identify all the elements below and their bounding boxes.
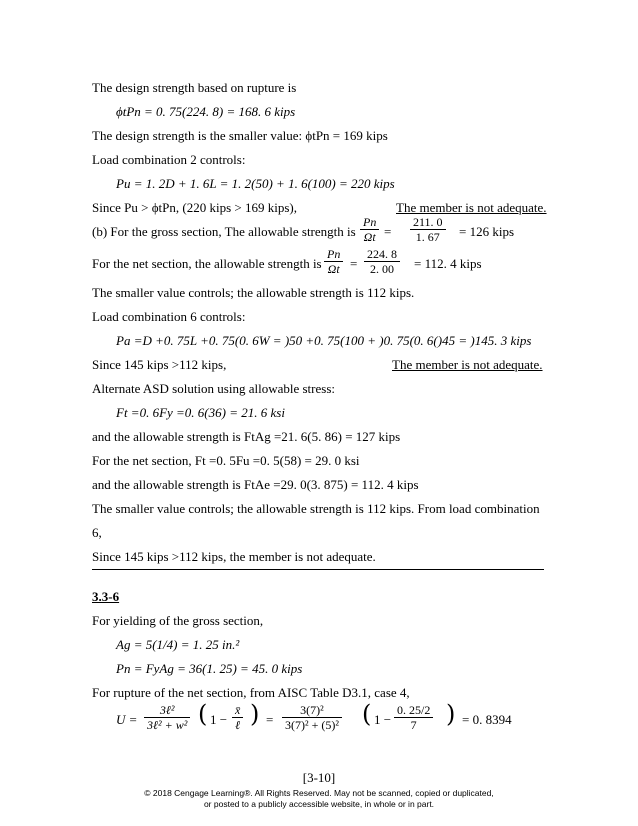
left-paren: ( bbox=[198, 700, 208, 728]
text-line: and the allowable strength is FtAe =29. 0(3. 875) = 112. 4 kips bbox=[92, 477, 419, 492]
fraction-denominator: 1. 67 bbox=[415, 230, 440, 244]
text-line: = 126 kips bbox=[459, 224, 515, 239]
fraction bbox=[410, 215, 446, 244]
copyright-line: © 2018 Cengage Learning®. All Rights Reserved. May not be scanned, copied or duplicated, bbox=[144, 788, 494, 798]
conclusion-text: The member is not adequate. bbox=[392, 357, 543, 372]
equation-line: Ft =0. 6Fy =0. 6(36) = 21. 6 ksi bbox=[116, 405, 285, 420]
text-line: (b) For the gross section, The allowable strength is bbox=[92, 224, 356, 239]
fraction-denominator: 3(7)² + (5)² bbox=[285, 718, 339, 732]
fraction-numerator: 224. 8 bbox=[364, 247, 400, 262]
equals-sign: = bbox=[384, 224, 392, 239]
equation-lhs: U = bbox=[116, 712, 138, 727]
text-line: = 0. 8394 bbox=[462, 712, 512, 727]
text-line: Load combination 6 controls: bbox=[92, 309, 246, 324]
text-line: Alternate ASD solution using allowable stress: bbox=[92, 381, 336, 396]
section-divider bbox=[92, 569, 544, 570]
fraction-denominator: 2. 00 bbox=[370, 262, 394, 276]
copyright-line: or posted to a publicly accessible website, in whole or in part. bbox=[203, 799, 435, 809]
fraction-denominator: Ωt bbox=[363, 230, 376, 244]
fraction-denominator: 3ℓ² + w² bbox=[147, 718, 188, 732]
fraction bbox=[360, 215, 379, 244]
fraction bbox=[282, 703, 342, 732]
text-line: The design strength is the smaller value: ϕtPn = 169 kips bbox=[92, 128, 388, 143]
text-line: For the net section, Ft =0. 5Fu =0. 5(58) = 29. 0 ksi bbox=[92, 453, 360, 468]
text-line: Since Pu > ϕtPn, (220 kips > 169 kips), bbox=[92, 200, 297, 215]
text-line: For rupture of the net section, from AISC Table D3.1, case 4, bbox=[92, 685, 410, 700]
fraction-numerator: 3(7)² bbox=[282, 703, 342, 718]
text-line: 6, bbox=[92, 525, 102, 540]
equation-line: Pn = FyAg = 36(1. 25) = 45. 0 kips bbox=[116, 661, 303, 676]
fraction bbox=[232, 703, 243, 732]
text-line: The smaller value controls; the allowable strength is 112 kips. From load combination bbox=[92, 501, 540, 516]
fraction-numerator: 211. 0 bbox=[410, 215, 446, 230]
section-heading: 3.3-6 bbox=[92, 589, 120, 604]
equals-sign: = bbox=[350, 256, 358, 271]
text-line: 1 − bbox=[210, 712, 228, 727]
fraction-denominator: Ωt bbox=[327, 262, 340, 276]
text-line: For the net section, the allowable strength is bbox=[92, 256, 322, 271]
fraction-numerator: 3ℓ² bbox=[144, 703, 190, 718]
text-line: 1 − bbox=[374, 712, 392, 727]
equation-line: ϕtPn = 0. 75(224. 8) = 168. 6 kips bbox=[116, 104, 296, 119]
text-line: Since 145 kips >112 kips, bbox=[92, 357, 227, 372]
page-number: [3-10] bbox=[302, 770, 336, 785]
right-paren: ) bbox=[250, 700, 260, 728]
fraction-numerator: Pn bbox=[324, 247, 343, 262]
fraction bbox=[144, 703, 190, 732]
fraction-numerator: 0. 25/2 bbox=[394, 703, 433, 718]
equation-line: Pa =D +0. 75L +0. 75(0. 6W = )50 +0. 75(100 + )0. 75(0. 6()45 = )145. 3 kips bbox=[116, 333, 532, 348]
fraction-numerator: Pn bbox=[360, 215, 379, 230]
equals-sign: = bbox=[266, 712, 274, 727]
text-line: Since 145 kips >112 kips, the member is not adequate. bbox=[92, 549, 376, 564]
text-line: The smaller value controls; the allowable strength is 112 kips. bbox=[92, 285, 415, 300]
fraction bbox=[394, 703, 433, 732]
conclusion-text: The member is not adequate. bbox=[396, 200, 547, 215]
fraction-numerator: x̄ bbox=[232, 703, 243, 718]
right-paren: ) bbox=[446, 700, 456, 728]
left-paren: ( bbox=[362, 700, 372, 728]
text-line: and the allowable strength is FtAg =21. 6(5. 86) = 127 kips bbox=[92, 429, 401, 444]
fraction bbox=[324, 247, 343, 276]
text-line: The design strength based on rupture is bbox=[92, 80, 297, 95]
text-line: Load combination 2 controls: bbox=[92, 152, 246, 167]
fraction-denominator: ℓ bbox=[235, 718, 241, 732]
text-line: For yielding of the gross section, bbox=[92, 613, 264, 628]
text-line: = 112. 4 kips bbox=[414, 256, 482, 271]
equation-line: Pu = 1. 2D + 1. 6L = 1. 2(50) + 1. 6(100) = 220 kips bbox=[116, 176, 395, 191]
fraction bbox=[364, 247, 400, 276]
equation-line: Ag = 5(1/4) = 1. 25 in.² bbox=[116, 637, 240, 652]
fraction-denominator: 7 bbox=[410, 718, 417, 732]
